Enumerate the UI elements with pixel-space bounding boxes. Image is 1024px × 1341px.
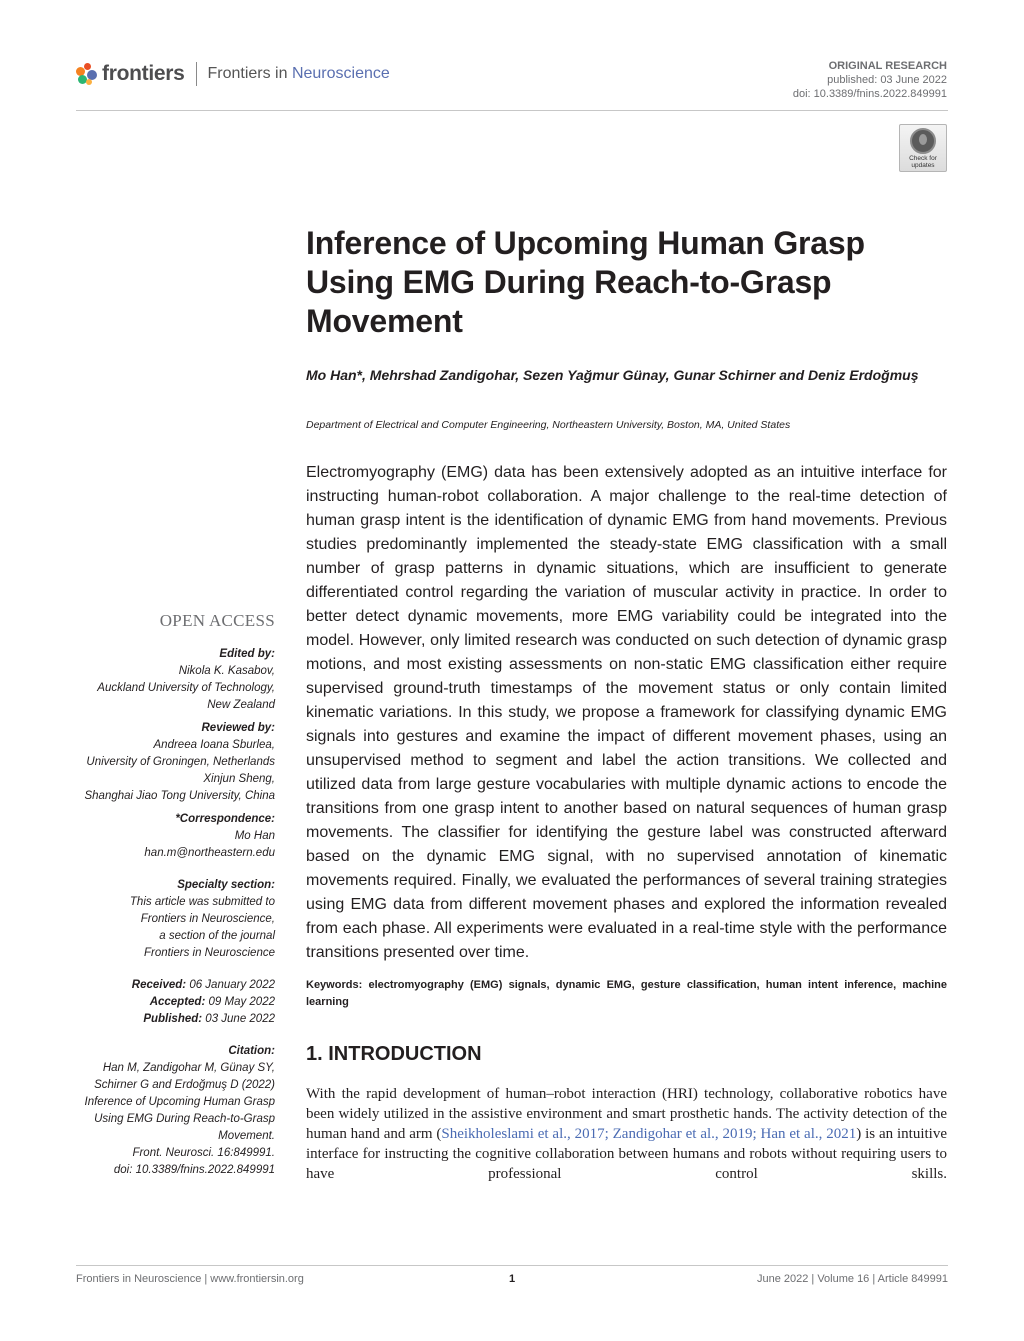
accepted-date: [60, 994, 275, 1011]
correspondence: [60, 811, 275, 862]
affiliation: Department of Electrical and Computer Engineering, Northeastern University, Boston, MA, United States: [306, 419, 791, 431]
brand-name: frontiers: [102, 62, 185, 85]
reviewed-by-label: Reviewed by:: [201, 722, 275, 734]
frontiers-logo[interactable]: [76, 61, 390, 87]
citation-text: Movement.: [218, 1130, 275, 1142]
received-value: 06 January 2022: [189, 979, 275, 991]
specialty-text: Frontiers in Neuroscience,: [140, 913, 275, 925]
intro-text: ) is an intuitive interface for instructing the cognitive collaboration between humans and robots without requiring users to have professional control skills.: [306, 1126, 947, 1182]
published-date: published: 03 June 2022: [827, 74, 947, 86]
check-updates-icon: [910, 128, 936, 154]
accepted-value: 09 May 2022: [208, 996, 275, 1008]
edited-by: [60, 646, 275, 714]
received-date: [60, 977, 275, 994]
author-list: Mo Han*, Mehrshad Zandigohar, Sezen Yağmur Günay, Gunar Schirner and Deniz Erdoğmuş: [306, 367, 919, 383]
reviewer-affiliation: Shanghai Jiao Tong University, China: [84, 790, 275, 802]
editor-affiliation: Auckland University of Technology,: [97, 682, 275, 694]
specialty-label: Specialty section:: [177, 879, 275, 891]
specialty-section: [60, 877, 275, 962]
accepted-label: Accepted:: [149, 996, 206, 1008]
reviewer-name[interactable]: Xinjun Sheng,: [203, 773, 275, 785]
keywords-list: electromyography (EMG) signals, dynamic EMG, gesture classification, human intent inference, machine learning: [306, 979, 947, 1008]
abstract: Electromyography (EMG) data has been extensively adopted as an intuitive interface for instructing human-robot collaboration. A major challenge to the real-time detection of human grasp intent is the identification of dynamic EMG from hand movements. Previous studies predominantly implemented the steady-state EMG classification with a small number of grasp patterns in dynamic situations, which are insufficient to generate differentiated control regarding the variation of muscular activity in practice. In order to better detect dynamic movements, more EMG variability could be integrated into the model. However, only limited research was conducted on such detection of dynamic grasp motions, and most existing assessments on non-static EMG classification either require supervised ground-truth timestamps of the movement status or only contain limited kinematic variations. In this study, we propose a framework for classifying dynamic EMG signals into gestures and examine the impact of different movement phases, using an unsupervised method to segment and label the action transitions. We collected and utilized data from large gesture vocabularies with multiple dynamic actions to encode the transitions from one grasp intent to another based on natural sequences of human grasp movements. The classifier for identifying the gesture label was constructed afterward based on the dynamic EMG signal, with no supervised annotation of kinematic movements required. Finally, we evaluated the performances of several training strategies using EMG data from different movement phases and explored the information revealed from each phase. All experiments were evaluated in a real-time style with the performance transitions presented over time.: [306, 464, 947, 961]
correspondence-label: *Correspondence:: [175, 813, 275, 825]
citation-text: Inference of Upcoming Human Grasp: [84, 1096, 275, 1108]
intro-paragraph: [306, 1084, 947, 1184]
article-type: ORIGINAL RESEARCH: [828, 60, 947, 72]
header-rule: [76, 110, 948, 111]
footer-rule: [76, 1265, 948, 1266]
keywords-label: Keywords:: [306, 979, 363, 991]
citation-text: Schirner G and Erdoğmuş D (2022): [94, 1079, 275, 1091]
intro-text: With the rapid development of human–robot interaction (HRI) technology, collaborative robotics have been widely utilized in the assistive environment and smart prosthetic hands. The activity detection of the human hand and arm (: [306, 1086, 947, 1142]
citation-text: Han M, Zandigohar M, Günay SY,: [102, 1062, 275, 1074]
published-date-sidebar: [60, 1011, 275, 1028]
section-heading: 1. INTRODUCTION: [306, 1043, 482, 1065]
citation-link[interactable]: Sheikholeslami et al., 2017; Zandigohar et al., 2019; Han et al., 2021: [441, 1126, 857, 1142]
citation: [60, 1043, 275, 1179]
logo-divider: [196, 62, 197, 86]
correspondence-email[interactable]: han.m@northeastern.edu: [144, 847, 275, 859]
citation-text: Using EMG During Reach-to-Grasp: [94, 1113, 275, 1125]
citation-text: Front. Neurosci. 16:849991.: [132, 1147, 275, 1159]
frontiers-logo-icon: [76, 63, 98, 85]
reviewer-affiliation: University of Groningen, Netherlands: [86, 756, 275, 768]
reviewer-name[interactable]: Andreea Ioana Sburlea,: [153, 739, 275, 751]
edited-by-label: Edited by:: [219, 648, 275, 660]
article-meta: [793, 59, 947, 101]
check-updates-label: Check for updates: [909, 155, 937, 169]
check-for-updates-button[interactable]: [899, 124, 947, 172]
specialty-text: a section of the journal: [159, 930, 275, 942]
open-access-label: OPEN ACCESS: [159, 611, 275, 630]
published-value: 03 June 2022: [205, 1013, 275, 1025]
received-label: Received:: [131, 979, 187, 991]
editor-name[interactable]: Nikola K. Kasabov,: [178, 665, 275, 677]
editor-affiliation: New Zealand: [207, 699, 275, 711]
sidebar: [60, 612, 275, 1185]
article-title: Inference of Upcoming Human Grasp Using EMG During Reach-to-Grasp Movement: [306, 225, 865, 339]
page-number: 1: [508, 1273, 516, 1285]
keywords: [306, 977, 947, 1011]
journal-prefix: Frontiers in: [207, 65, 292, 82]
journal-name: [207, 65, 389, 83]
article-doi[interactable]: doi: 10.3389/fnins.2022.849991: [792, 88, 947, 100]
citation-label: Citation:: [228, 1045, 275, 1057]
article-dates: [60, 977, 275, 1028]
published-label: Published:: [143, 1013, 203, 1025]
correspondence-name: Mo Han: [234, 830, 275, 842]
specialty-text: Frontiers in Neuroscience: [143, 947, 275, 959]
specialty-text: This article was submitted to: [129, 896, 275, 908]
journal-section: Neuroscience: [291, 65, 390, 82]
reviewed-by: [60, 720, 275, 805]
citation-doi[interactable]: doi: 10.3389/fnins.2022.849991: [113, 1164, 275, 1176]
footer-volume: June 2022 | Volume 16 | Article 849991: [756, 1273, 948, 1285]
footer-journal[interactable]: Frontiers in Neuroscience | www.frontiersin.org: [76, 1273, 304, 1285]
